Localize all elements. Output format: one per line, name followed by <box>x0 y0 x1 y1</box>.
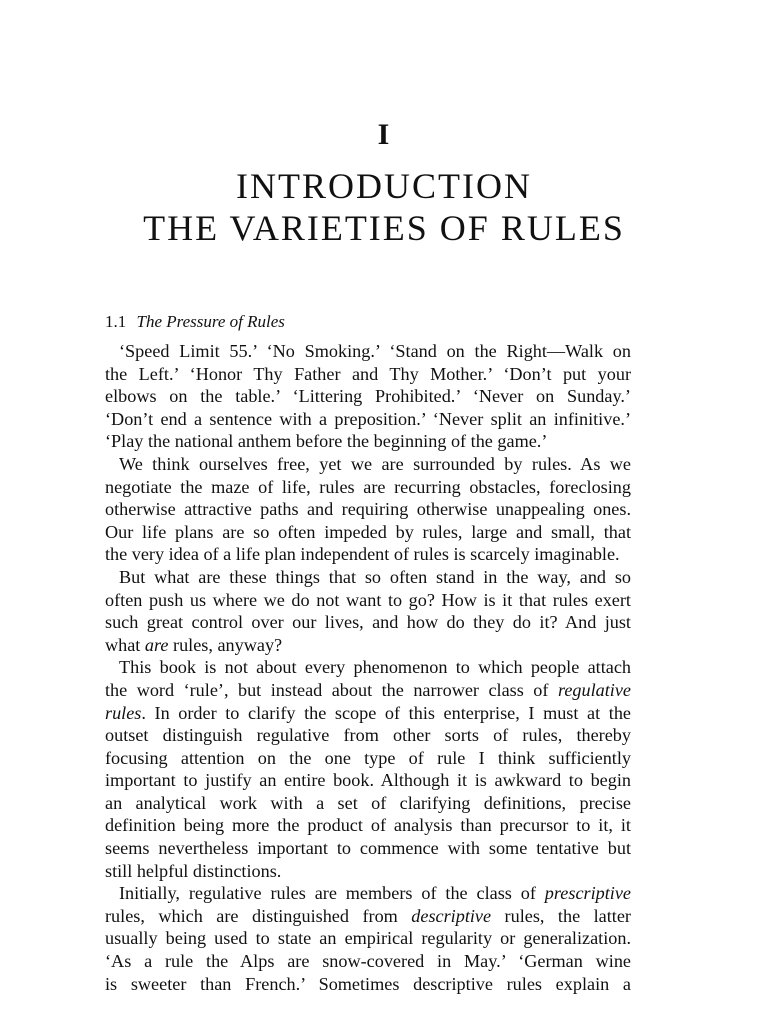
text-line <box>105 363 631 386</box>
italic-text: descriptive <box>411 905 492 926</box>
italic-text: rules <box>105 702 142 723</box>
text-line <box>105 656 631 679</box>
text-line <box>105 882 631 905</box>
text-segment: important to justify an entire book. Although it is awkward to begin <box>105 770 631 791</box>
text-segment: Initially, regulative rules are members of the class of <box>119 883 545 904</box>
section-number: 1.1 <box>105 312 127 331</box>
text-segment: outset distinguish regulative from other sorts of rules, thereby <box>105 725 631 746</box>
text-segment: usually being used to state an empirical regularity or generalization. <box>105 928 631 949</box>
text-line <box>105 814 631 837</box>
text-line <box>105 430 631 453</box>
chapter-title <box>0 165 768 249</box>
text-segment: otherwise attractive paths and requiring otherwise unappealing ones. <box>105 499 631 520</box>
text-segment: ‘Speed Limit 55.’ ‘No Smoking.’ ‘Stand on the Right—Walk on <box>119 341 631 361</box>
text-line <box>105 679 631 702</box>
text-line <box>105 724 631 747</box>
body-text <box>105 340 631 995</box>
italic-text: prescriptive <box>544 883 631 904</box>
text-line <box>105 521 631 544</box>
text-segment: negotiate the maze of life, rules are recurring obstacles, foreclosing <box>105 476 631 497</box>
text-segment: Our life plans are so often impeded by rules, large and small, that <box>105 521 631 542</box>
italic-text: regulative <box>557 679 631 700</box>
text-segment: seems nevertheless important to commence with some tentative but <box>105 838 631 859</box>
section-title: The Pressure of Rules <box>136 312 285 331</box>
text-line <box>105 702 631 725</box>
text-line <box>105 792 631 815</box>
text-segment: rules, anyway? <box>168 634 283 655</box>
text-line <box>105 543 631 566</box>
text-segment: We think ourselves free, yet we are surrounded by rules. As we <box>119 453 631 474</box>
text-line <box>105 589 631 612</box>
text-line <box>105 340 631 363</box>
text-line <box>105 498 631 521</box>
text-line <box>105 476 631 499</box>
text-segment: ‘As a rule the Alps are snow-covered in May.’ ‘German wine <box>105 951 631 972</box>
text-segment: definition being more the product of analysis than precursor to it, it <box>105 815 631 836</box>
text-segment: But what are these things that so often stand in the way, and so <box>119 566 631 587</box>
text-line <box>105 950 631 973</box>
text-segment: ‘Play the national anthem before the beginning of the game.’ <box>105 431 548 452</box>
text-line <box>105 611 631 634</box>
text-segment: rules, the latter <box>491 905 631 926</box>
text-line <box>105 634 631 657</box>
text-segment: . In order to clarify the scope of this enterprise, I must at the <box>141 702 631 723</box>
text-line <box>105 905 631 928</box>
text-segment: an analytical work with a set of clarifying definitions, precise <box>105 792 631 813</box>
text-segment: often push us where we do not want to go? How is it that rules exert <box>105 589 631 610</box>
text-line <box>105 837 631 860</box>
text-segment: is sweeter than French.’ Sometimes descriptive rules explain a <box>105 973 631 994</box>
text-segment: ‘Don’t end a sentence with a preposition.’ ‘Never split an infinitive.’ <box>105 408 631 429</box>
text-segment: rules, which are distinguished from <box>105 905 412 926</box>
text-segment: elbows on the table.’ ‘Littering Prohibited.’ ‘Never on Sunday.’ <box>105 386 631 407</box>
text-line <box>105 927 631 950</box>
chapter-number: I <box>377 118 391 151</box>
text-segment: focusing attention on the one type of rule I think sufficiently <box>105 747 631 768</box>
text-line <box>105 453 631 476</box>
section-heading <box>105 312 285 332</box>
text-segment: the word ‘rule’, but instead about the narrower class of <box>105 679 558 700</box>
text-line <box>105 385 631 408</box>
text-segment: such great control over our lives, and how do they do it? And just <box>105 612 631 633</box>
text-line <box>105 769 631 792</box>
text-line <box>105 408 631 431</box>
text-line <box>105 973 631 996</box>
text-segment: the Left.’ ‘Honor Thy Father and Thy Mother.’ ‘Don’t put your <box>105 363 631 384</box>
chapter-title-line-2: THE VARIETIES OF RULES <box>143 208 625 248</box>
chapter-title-line-1: INTRODUCTION <box>236 166 532 206</box>
text-segment: This book is not about every phenomenon to which people attach <box>119 657 631 678</box>
text-line <box>105 860 631 883</box>
text-line <box>105 747 631 770</box>
text-segment: the very idea of a life plan independent of rules is scarcely imaginable. <box>105 544 620 565</box>
text-line <box>105 566 631 589</box>
text-segment: still helpful distinctions. <box>105 860 282 881</box>
italic-text: are <box>144 634 169 655</box>
text-segment: what <box>105 634 145 655</box>
